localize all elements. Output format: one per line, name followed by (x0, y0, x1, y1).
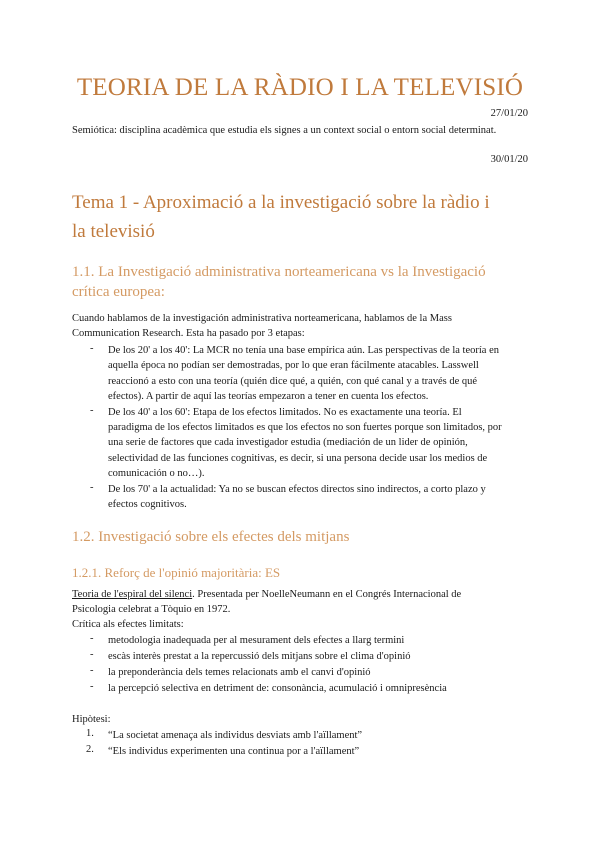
critica-label: Crítica als efectes limitats: (72, 619, 184, 630)
dash-bullet: - (90, 481, 94, 493)
list-item-line: De los 70' a la actualidad: Ya no se buscan efectos directos sino indirectos, a corto plazo y (108, 483, 486, 495)
tema-heading-line: Tema 1 - Aproximació a la investigació sobre la ràdio i (72, 192, 490, 213)
subsection-heading: 1.2.1. Reforç de l'opinió majoritària: ES (72, 565, 281, 580)
dash-bullet: - (90, 681, 94, 692)
section-heading: 1.2. Investigació sobre els efectes dels mitjans (72, 529, 350, 545)
list-item-line: De los 20' a los 40': La MCR no tenía una base empírica aún. Las perspectivas de la teoría en (108, 345, 499, 356)
intro-line: Communication Research. Esta ha pasado por 3 etapas: (72, 328, 305, 339)
list-item-line: aquella época no podían ser demostradas, por lo que eran fácilmente atacables. Lasswell (108, 360, 479, 372)
page-title: TEORIA DE LA RÀDIO I LA TELEVISIÓ (76, 74, 524, 101)
list-item-line: selectividad de las funciones cognitivas, es decir, si una persona decide usar los medios de (108, 452, 488, 464)
semiotica-definition: Semiótica: disciplina acadèmica que estudia els signes a un context social o entorn social determinat. (72, 125, 497, 136)
list-item-line: una serie de factores que cada investigador estudia (mediación de un lider de opinión, (108, 437, 468, 449)
section-heading-line: crítica europea: (72, 284, 165, 300)
espiral-line: Psicologia celebrat a Tòquio en 1972. (72, 604, 231, 615)
intro-line: Cuando hablamos de la investigación administrativa norteamericana, hablamos de la Mass (72, 313, 452, 324)
list-item: escàs interès prestat a la repercussió dels mitjans sobre el clima d'opinió (108, 651, 411, 662)
list-number: 2. (86, 744, 94, 755)
list-item-line: efectos). A partir de aquí las teorías empezaron a tener en cuenta los efectos. (108, 391, 429, 403)
list-item-line: paradigma de los efectos limitados es que los efectos no son fuertes porque son limitados, por (108, 422, 502, 433)
date-entry: 30/01/20 (490, 154, 528, 165)
espiral-theory-link[interactable]: Teoria de l'espiral del silenci (72, 589, 193, 600)
list-item: la preponderància dels temes relacionats amb el canvi d'opinió (108, 667, 371, 678)
list-item: la percepció selectiva en detriment de: consonància, acumulació i omnipresència (108, 683, 447, 694)
list-item: “La societat amenaça als individus desviats amb l'aïllament” (108, 730, 363, 741)
list-item: metodologia inadequada per al mesurament dels efectes a llarg termini (108, 635, 405, 646)
hipotesi-label: Hipòtesi: (72, 714, 111, 725)
list-item-line: efectos cognitivos. (108, 499, 187, 510)
list-item-line: comunicación o no…). (108, 468, 205, 480)
list-item: “Els individus experimenten una continua por a l'aïllament” (108, 746, 360, 757)
espiral-line (72, 587, 461, 602)
dash-bullet: - (90, 343, 94, 354)
espiral-description: . Presentada per NoelleNeumann en el Congrés Internacional de (192, 589, 462, 600)
date-entry: 27/01/20 (490, 108, 528, 119)
dash-bullet: - (90, 633, 94, 644)
list-number: 1. (86, 728, 94, 739)
list-item-line: reaccionó a esto con una teoría (quién dice qué, a quién, con qué canal y a través de qué (108, 375, 478, 387)
list-item-line: De los 40' a los 60': Etapa de los efectos limitados. No es exactamente una teoría. El (108, 406, 462, 418)
dash-bullet: - (90, 665, 94, 676)
section-heading-line: 1.1. La Investigació administrativa norteamericana vs la Investigació (72, 264, 486, 280)
dash-bullet: - (90, 649, 94, 660)
tema-heading-line: la televisió (72, 221, 155, 242)
dash-bullet: - (90, 404, 94, 416)
